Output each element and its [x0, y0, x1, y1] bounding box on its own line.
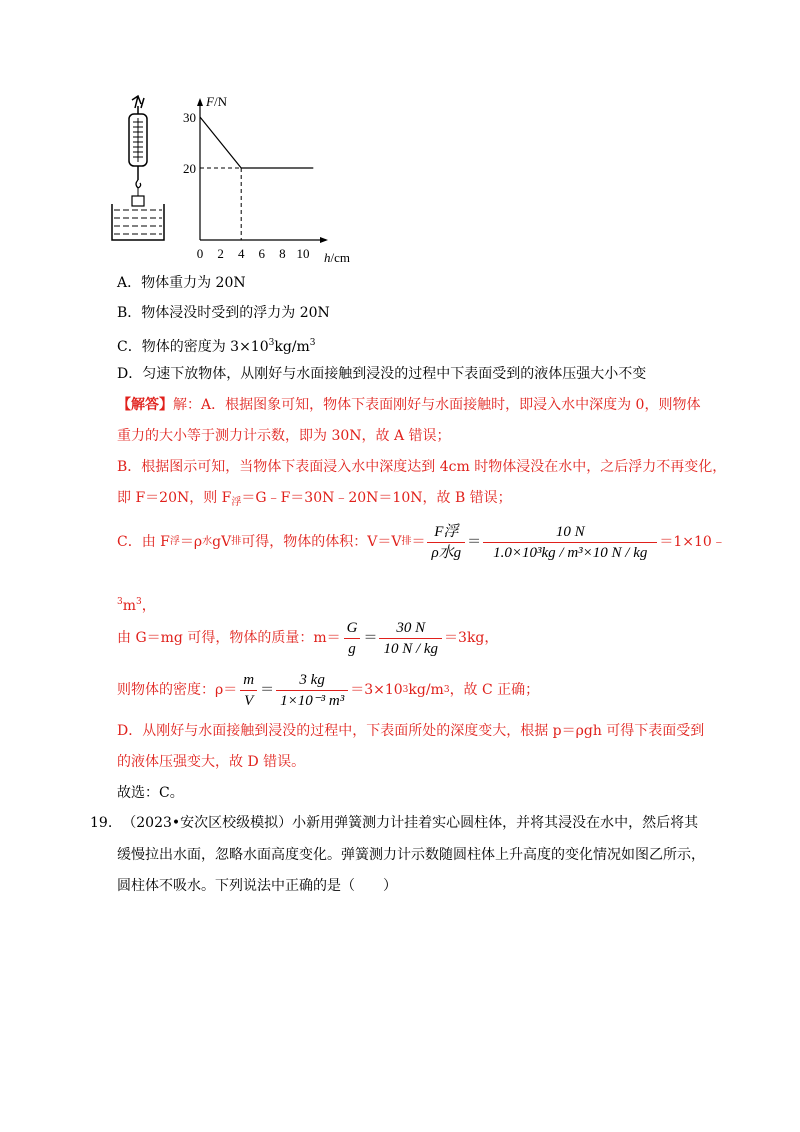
question-19-text-1: （2023•安次区校级模拟）小新用弹簧测力计挂着实心圆柱体，并将其浸没在水中，然后将其	[122, 815, 699, 831]
fraction-density-calc	[276, 671, 348, 710]
y-axis-label: F/N	[206, 94, 227, 109]
question-19-line-2: 缓慢拉出水面，忽略水面高度变化。弹簧测力计示数随圆柱体上升高度的变化情况如图乙所示，	[117, 847, 705, 863]
x-tick-label: 10	[296, 246, 310, 261]
answer-l8-b: ＝3×10	[350, 682, 403, 698]
answer-l5-c: gV	[212, 534, 232, 550]
frac4-den: 10 N / kg	[379, 638, 442, 658]
frac6-den: 1×10⁻³ m³	[276, 690, 348, 710]
x-tick-label: 8	[279, 246, 286, 261]
answer-l5-f: ＝1×10﹣	[659, 534, 726, 550]
answer-l6-d: ，	[141, 598, 156, 614]
option-a: A．物体重力为 20N	[117, 275, 246, 291]
frac5-num: m	[243, 671, 255, 688]
answer-l5-a: C．由 F	[117, 534, 170, 550]
x-tick-label: 6	[258, 246, 266, 261]
frac3-num: G	[346, 619, 358, 636]
answer-l6-c: 3	[136, 597, 142, 607]
question-19-line-3: 圆柱体不吸水。下列说法中正确的是（ ）	[117, 878, 397, 894]
answer-line-4	[117, 488, 512, 513]
answer-tag: 【解答】	[117, 397, 173, 413]
option-c-text: C．物体的密度为 3×10	[117, 339, 269, 355]
answer-line-10: 的液体压强变大，故 D 错误。	[117, 754, 306, 770]
spring-scale-apparatus-figure	[108, 94, 168, 244]
frac4-num: 30 N	[396, 619, 426, 636]
x-tick-label: 0	[196, 246, 204, 261]
answer-l8-d: ，故 C 正确；	[449, 682, 540, 698]
answer-l7-a: 由 G＝mg 可得，物体的质量：m＝	[117, 630, 341, 646]
frac1-den: ρ水g	[427, 542, 465, 562]
x-axis-arrow	[320, 237, 328, 243]
option-c-unit: kg/m	[274, 339, 310, 355]
answer-l4-a: 即 F＝20N，则 F	[117, 490, 232, 506]
answer-l5-sub2: 水	[202, 536, 213, 547]
question-19-line-1	[90, 813, 698, 833]
frac6-num: 3 kg	[299, 671, 325, 688]
force-line	[200, 117, 313, 168]
answer-line-8: 则物体的密度：ρ＝ $\frac{m}{V}$ ＝ $\frac{3 kg}{\text{1×10⁻³ m³}}$ ＝3×10 3 kg/m 3 ，故 C 正确；	[117, 671, 540, 709]
answer-l5-sub1: 浮	[169, 536, 180, 547]
frac2-den: 1.0×10³kg / m³×10 N / kg	[483, 542, 657, 562]
answer-l8-a: 则物体的密度：ρ＝	[117, 682, 238, 698]
answer-text-1: 解：A．根据图象可知，物体下表面刚好与水面接触时，即浸入水中深度为 0，则物体	[173, 397, 701, 413]
x-axis-label: h/cm	[324, 250, 350, 265]
answer-l6-a: 3	[117, 597, 123, 607]
answer-l4-b: ＝G﹣F＝30N﹣20N＝10N，故 B 错误；	[241, 490, 512, 506]
answer-l7-b: ＝3kg，	[444, 630, 499, 646]
fraction-mass-calc	[379, 619, 442, 658]
answer-l5-e: ＝	[411, 534, 426, 550]
fraction-buoyancy-over-rho-g	[427, 523, 465, 562]
answer-line-6	[117, 592, 156, 616]
frac5-den: V	[240, 690, 257, 710]
frac2-num: 10 N	[555, 523, 585, 540]
answer-l8-sup2: 3	[443, 685, 450, 695]
answer-l8-sup1: 3	[402, 685, 409, 695]
answer-line-1	[117, 395, 700, 415]
option-c	[117, 333, 316, 357]
y-tick-label: 30	[183, 110, 196, 125]
answer-line-3: B．根据图示可知，当物体下表面浸入水中深度达到 4cm 时物体浸没在水中，之后浮力不再变化，	[117, 459, 727, 475]
question-number: 19.	[90, 815, 113, 831]
frac3-den: g	[344, 638, 360, 658]
answer-line-5: C．由 F 浮 ＝ρ 水 gV 排 可得，物体的体积：V＝V 排 ＝ $\frac{\text{F浮}}{\text{ρ水g}}$ ＝ $\frac{10 N}{\text{1.0×10³kg / m³×10 N / kg}}$ ＝1×10﹣	[117, 523, 726, 561]
answer-l5-b: ＝ρ	[179, 534, 203, 550]
y-axis-arrow	[197, 98, 203, 106]
force-depth-chart	[176, 92, 366, 265]
fraction-volume-calc	[483, 523, 657, 562]
fraction-g-over-g	[343, 619, 362, 658]
answer-choice: 故选：C。	[117, 785, 184, 801]
x-tick-label: 4	[237, 246, 245, 261]
x-tick-label: 2	[217, 246, 224, 261]
option-d: D．匀速下放物体，从刚好与水面接触到浸没的过程中下表面受到的液体压强大小不变	[117, 366, 647, 382]
answer-line-7: 由 G＝mg 可得，物体的质量：m＝ $\frac{G}{g}$ ＝ $\frac{30 N}{10 N / kg}$ ＝3kg，	[117, 619, 499, 657]
answer-line-9: D．从刚好与水面接触到浸没的过程中，下表面所处的深度变大，根据 p＝ρgh 可得下表面受到	[117, 723, 705, 739]
answer-l8-c: kg/m	[408, 682, 444, 698]
frac1-num: F浮	[434, 523, 459, 540]
option-b: B．物体浸没时受到的浮力为 20N	[117, 305, 330, 321]
y-tick-label: 20	[183, 161, 196, 176]
answer-l5-d: 可得，物体的体积：V＝V	[241, 534, 402, 550]
answer-l5-sub4: 排	[401, 536, 412, 547]
answer-line-2: 重力的大小等于测力计示数，即为 30N，故 A 错误；	[117, 428, 451, 444]
option-c-unit-exp: 3	[309, 338, 316, 348]
answer-l5-sub3: 排	[231, 536, 242, 547]
fraction-m-over-v	[239, 671, 258, 710]
answer-l6-b: m	[122, 598, 137, 614]
option-c-exp: 3	[268, 338, 275, 348]
answer-l4-sub: 浮	[231, 497, 242, 508]
